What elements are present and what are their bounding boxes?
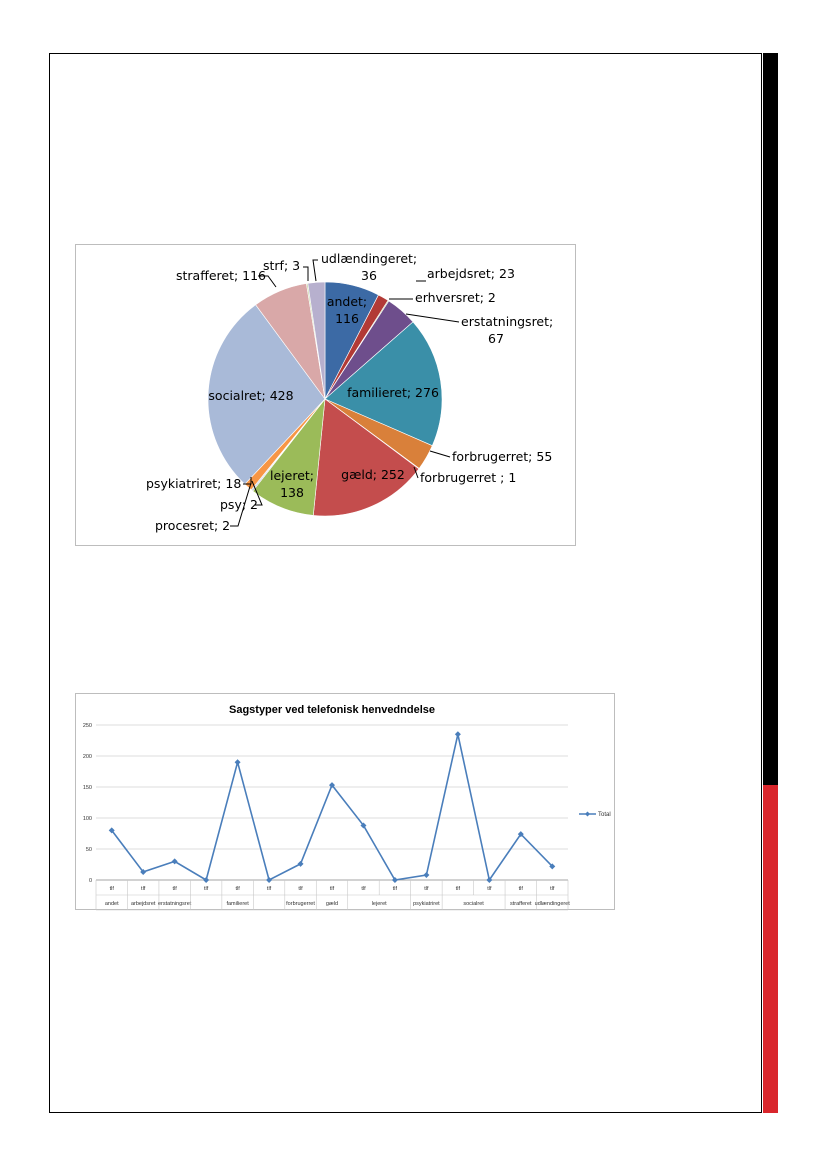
pie-chart xyxy=(76,245,577,547)
pie-label-procesret-2: procesret; 2 xyxy=(155,518,231,533)
x-sub-label: tlf xyxy=(518,886,523,892)
x-sub-label: tlf xyxy=(141,886,146,892)
x-group-label-andet: andet xyxy=(104,901,119,907)
pie-label-erhversret-2: erhversret; 2 xyxy=(415,290,496,305)
x-sub-label: tlf xyxy=(172,886,177,892)
y-tick-label-0: 0 xyxy=(88,878,92,884)
pie-label-psykiatriret-18: psykiatriret; 18 xyxy=(146,476,242,491)
data-point xyxy=(298,861,304,867)
data-point xyxy=(455,731,461,737)
y-tick-label-50: 50 xyxy=(85,847,92,853)
pie-label-forbrugerret-55-leader-line xyxy=(430,451,450,457)
pie-label-erstatningsret-67-line-2: 67 xyxy=(488,331,504,346)
pie-label-psy-2: psy; 2 xyxy=(220,497,258,512)
pie-label-erstatningsret-67-leader-line xyxy=(406,314,459,322)
pie-label-socialret-428: socialret; 428 xyxy=(208,388,294,403)
pie-label-familieret-276: familieret; 276 xyxy=(347,385,439,400)
y-tick-label-100: 100 xyxy=(82,816,92,822)
x-group-label-socialret: socialret xyxy=(463,901,484,907)
x-group-label-psykiatriret: psykiatriret xyxy=(413,901,440,907)
x-group-label-arbejdsret: arbejdsret xyxy=(130,901,156,907)
pie-label-lejeret-138-line-1: lejeret; xyxy=(270,468,314,483)
pie-label-andet-116-line-2: 116 xyxy=(335,311,359,326)
line-chart xyxy=(76,694,616,911)
pie-label-forbrugerret-1: forbrugerret ; 1 xyxy=(420,470,517,485)
x-group-label-udlændingeret: udlændingeret xyxy=(534,901,570,907)
legend-marker-total xyxy=(585,812,590,817)
x-group-label-strafferet: strafferet xyxy=(509,901,532,907)
x-sub-label: tlf xyxy=(392,886,398,892)
pie-label-udlændingeret-36-line-1: udlændingeret; xyxy=(321,251,418,266)
x-sub-label: tlf xyxy=(298,886,303,892)
x-sub-label: tlf xyxy=(203,886,209,892)
x-sub-label: tlf xyxy=(109,886,114,892)
page-frame xyxy=(49,53,762,1113)
y-tick-label-200: 200 xyxy=(82,754,92,760)
pie-label-lejeret-138-line-2: 138 xyxy=(280,485,304,500)
x-sub-label: tlf xyxy=(455,886,461,892)
x-group-label-familieret: familieret xyxy=(226,901,249,907)
x-sub-label: tlf xyxy=(235,886,240,892)
side-bar-bottom xyxy=(763,785,778,1113)
pie-label-strafferet-116: strafferet; 116 xyxy=(176,268,267,283)
pie-label-udlændingeret-36-line-2: 36 xyxy=(361,268,377,283)
pie-label-arbejdsret-23: arbejdsret; 23 xyxy=(427,266,515,281)
x-group-label-forbrugerret: forbrugerret xyxy=(286,901,315,907)
y-tick-label-150: 150 xyxy=(82,785,92,791)
x-sub-label: tlf xyxy=(361,886,366,892)
data-point xyxy=(235,759,241,765)
pie-label-andet-116-line-1: andet; xyxy=(326,294,368,309)
y-tick-label-250: 250 xyxy=(82,723,92,729)
data-point xyxy=(266,877,272,883)
x-sub-label: tlf xyxy=(424,886,429,892)
pie-label-gæld-252: gæld; 252 xyxy=(341,467,405,482)
pie-label-forbrugerret-55: forbrugerret; 55 xyxy=(452,449,553,464)
x-group-label-lejeret: lejeret xyxy=(371,901,387,907)
x-sub-label: tlf xyxy=(266,886,272,892)
pie-chart-panel xyxy=(75,244,576,546)
x-sub-label: tlf xyxy=(550,886,555,892)
pie-label-strf-3-leader-line xyxy=(303,267,308,281)
side-bar-top xyxy=(763,53,778,785)
pie-label-strf-3: strf; 3 xyxy=(263,258,301,273)
data-point xyxy=(423,872,429,878)
pie-label-erstatningsret-67-line-1: erstatningsret; xyxy=(461,314,554,329)
pie-label-udlændingeret-36-leader-line xyxy=(313,260,318,281)
x-group-label-erstatningsret: erstatningsret xyxy=(158,901,192,907)
legend-label-total: Total xyxy=(598,812,611,818)
line-chart-title: Sagstyper ved telefonisk henvedndelse xyxy=(228,704,436,716)
x-sub-label: tlf xyxy=(329,886,335,892)
line-chart-panel xyxy=(75,693,615,910)
x-sub-label: tlf xyxy=(487,886,492,892)
x-group-label-gæld: gæld xyxy=(325,901,339,907)
